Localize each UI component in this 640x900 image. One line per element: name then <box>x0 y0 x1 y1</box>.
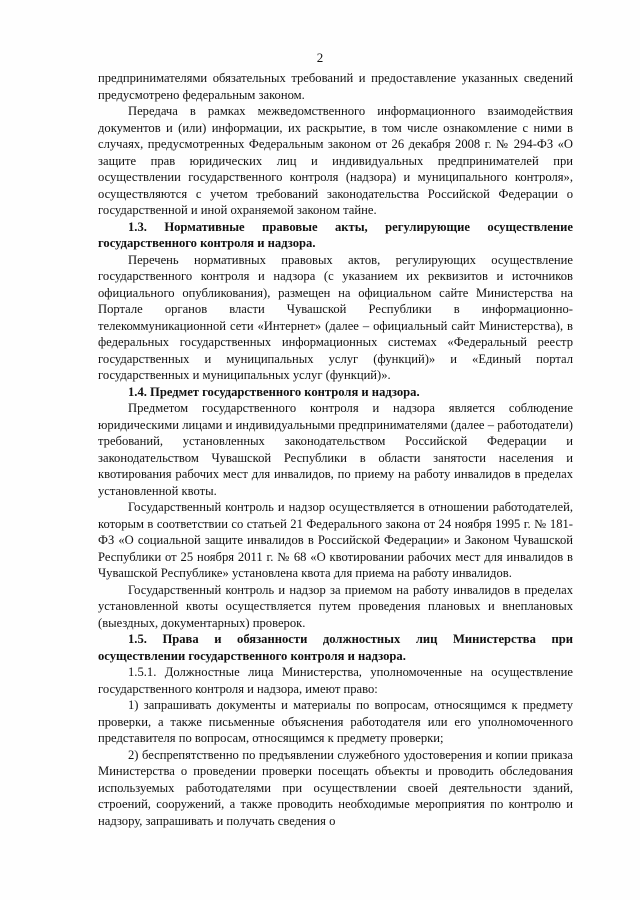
list-item-1: 1) запрашивать документы и материалы по вопросам, относящимся к предмету проверки, а также письменные объяснения работодателя или его уполномоченного представителя по вопросам, относящимся к предмету проверки; <box>98 698 573 745</box>
paragraph-control-scope: Государственный контроль и надзор осуществляется в отношении работодателей, которым в соответствии со статьей 21 Федерального закона от 24 ноября 1995 г. № 181-ФЗ «О социальной защите инвалидов в Российской Федерации» и Законом Чувашской Республики от 25 ноября 2011 г. № 68 «О квотировании рабочих мест для инвалидов в Чувашской Республике» установлена квота для приема на работу инвалидов. <box>98 500 573 580</box>
paragraph-continuation: предпринимателями обязательных требований и предоставление указанных сведений предусмотрено федеральным законом. <box>98 71 573 102</box>
section-heading-1-4: 1.4. Предмет государственного контроля и надзора. <box>128 384 420 399</box>
paragraph-1-5-1: 1.5.1. Должностные лица Министерства, уполномоченные на осуществление государственного контроля и надзора, имеют право: <box>98 665 573 696</box>
paragraph-interagency-transfer: Передача в рамках межведомственного информационного взаимодействия документов и (или) информации, их раскрытие, в том числе ознакомление с ними в случаях, предусмотренных Федеральным законом от 26 декабря 2008 г. № 294-ФЗ «О защите прав юридических лиц и индивидуальных предпринимателей при осуществлении государственного контроля (надзора) и муниципального контроля», осуществляются с учетом требований законодательства Российской Федерации о государственной и иной охраняемой законом тайне. <box>98 104 573 217</box>
page-number: 2 <box>316 50 324 65</box>
list-item-2: 2) беспрепятственно по предъявлении служебного удостоверения и копии приказа Министерства о проведении проверки посещать объекты и проводить обследования используемых работодателями при осуществлении своей деятельности зданий, строений, сооружений, а также проводить необходимые мероприятия по контролю и надзору, запрашивать и получать сведения о <box>98 747 573 828</box>
paragraph-inspections: Государственный контроль и надзор за приемом на работу инвалидов в пределах установленной квоты осуществляется путем проведения плановых и внеплановых (выездных, документарных) проверок. <box>98 582 573 630</box>
document-body <box>98 70 573 829</box>
paragraph-legal-acts-list: Перечень нормативных правовых актов, регулирующих осуществление государственного контроля и надзора (с указанием их реквизитов и источников официального опубликования), размещен на официальном сайте Министерства на Портале органов власти Чувашской Республики в информационно-телекоммуникационной сети «Интернет» (далее – официальный сайт Министерства), в федеральных государственных информационных системах «Федеральный реестр государственных и муниципальных услуг (функций)» и «Единый портал государственных и муниципальных услуг (функций)». <box>98 252 573 382</box>
section-heading-1-5: 1.5. Права и обязанности должностных лиц Министерства при осуществлении государственного контроля и надзора. <box>98 632 573 663</box>
paragraph-subject-of-control: Предметом государственного контроля и надзора является соблюдение юридическими лицами и индивидуальными предпринимателями (далее – работодатели) требований, установленных законодательством Российской Федерации и законодательством Чувашской Республики в области занятости населения и квотирования рабочих мест для инвалидов, по приему на работу инвалидов в пределах установленной квоты. <box>98 401 573 498</box>
section-heading-1-3: 1.3. Нормативные правовые акты, регулирующие осуществление государственного контроля и надзора. <box>98 219 573 250</box>
